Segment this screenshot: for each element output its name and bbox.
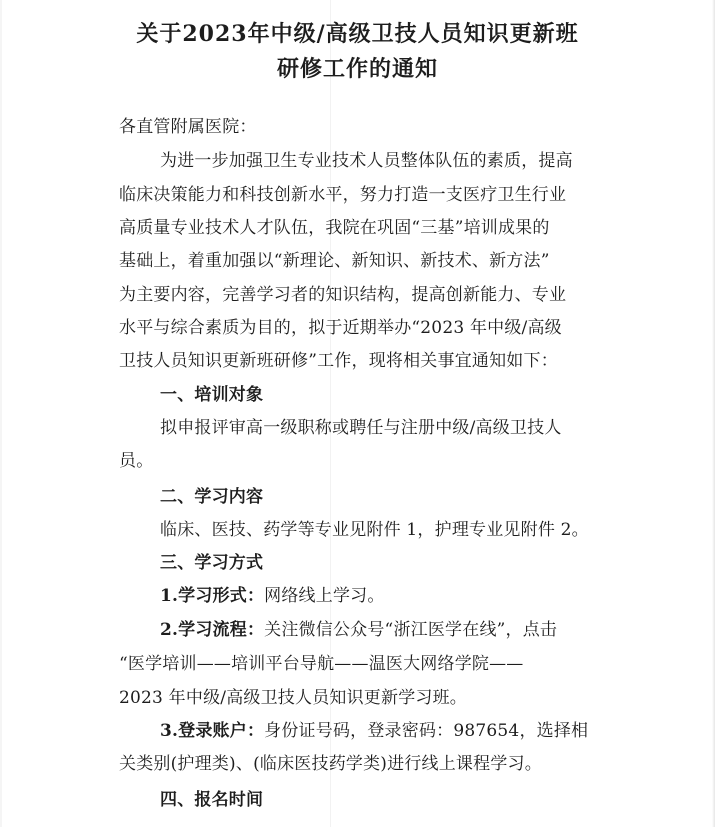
intro-line-5: 为主要内容，完善学习者的知识结构，提高创新能力、专业 — [119, 285, 567, 305]
page-edge-left — [0, 0, 2, 827]
section-1-line-1: 拟申报评审高一级职称或聘任与注册中级/高级卫技人 — [160, 418, 562, 438]
intro-line-7: 卫技人员知识更新班研修”工作，现将相关事宜通知如下： — [119, 351, 558, 371]
item-3-text: 身份证号码，登录密码：987654，选择相 — [264, 721, 589, 741]
item-1-text: 网络线上学习。 — [264, 586, 385, 606]
item-2-text: 关注微信公众号“浙江医学在线”，点击 — [264, 620, 558, 640]
section-3-item-3 — [160, 716, 588, 741]
intro-line-2: 临床决策能力和科技创新水平，努力打造一支医疗卫生行业 — [119, 185, 567, 205]
intro-line-4: 基础上，着重加强以“新理论、新知识、新技术、新方法” — [119, 251, 550, 271]
salutation: 各直管附属医院： — [119, 117, 257, 137]
intro-line-6: 水平与综合素质为目的，拟于近期举办“2023 年中级/高级 — [119, 318, 562, 338]
intro-line-1: 为进一步加强卫生专业技术人员整体队伍的素质，提高 — [160, 151, 573, 171]
section-3-item-3-line-2: 关类别(护理类)、(临床医技药学类)进行线上课程学习。 — [119, 754, 542, 774]
item-1-label: 1.学习形式： — [160, 586, 265, 606]
section-3-heading: 三、学习方式 — [160, 553, 264, 573]
section-1-heading: 一、培训对象 — [160, 385, 264, 405]
item-3-label: 3.登录账户： — [160, 721, 265, 741]
document-title-line-2: 研修工作的通知 — [276, 56, 438, 82]
section-3-item-2-line-2: “医学培训——培训平台导航——温医大网络学院—— — [119, 654, 524, 674]
item-2-label: 2.学习流程： — [160, 620, 265, 640]
section-3-item-1 — [160, 581, 385, 606]
section-1-line-2: 员。 — [119, 451, 154, 471]
intro-line-3: 高质量专业技术人才队伍，我院在巩固“三基”培训成果的 — [119, 218, 550, 238]
section-2-heading: 二、学习内容 — [160, 487, 264, 507]
section-3-item-2-line-3: 2023 年中级/高级卫技人员知识更新学习班。 — [119, 688, 467, 708]
section-3-item-2 — [160, 615, 557, 640]
document-title-line-1: 关于2023年中级/高级卫技人员知识更新班 — [136, 21, 579, 47]
section-2-line-1: 临床、医技、药学等专业见附件 1，护理专业见附件 2。 — [160, 520, 589, 540]
section-4-heading: 四、报名时间 — [160, 790, 264, 810]
